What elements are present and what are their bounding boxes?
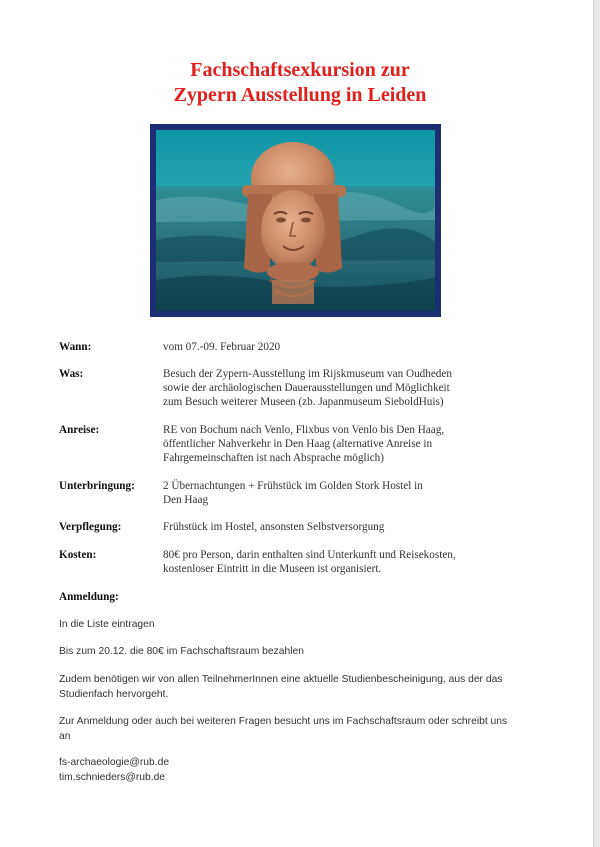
- terracotta-head-photo: [156, 130, 435, 311]
- detail-value: [163, 340, 543, 354]
- title-line-1: Fachschaftsexkursion zur: [190, 59, 410, 81]
- email-link-2[interactable]: tim.schnieders@rub.de: [59, 772, 166, 783]
- detail-line: sowie der archäologischen Dauerausstellungen und Möglichkeit: [163, 382, 450, 394]
- detail-line: Fahrgemeinschaften ist nach Absprache möglich): [163, 452, 384, 464]
- detail-line: kostenloser Eintritt in die Museen ist organisiert.: [163, 563, 382, 575]
- contact-emails: [59, 755, 545, 785]
- detail-label: Wann:: [59, 341, 92, 353]
- registration-contact-line: Zur Anmeldung oder auch bei weiteren Fragen besucht uns im Fachschaftsraum oder schreibt uns: [59, 716, 508, 727]
- detail-line: Den Haag: [163, 494, 209, 506]
- registration-step-1-text: In die Liste eintragen: [59, 619, 155, 630]
- detail-label: Unterbringung:: [59, 480, 135, 492]
- detail-line: 80€ pro Person, darin enthalten sind Unterkunft und Reisekosten,: [163, 549, 456, 561]
- detail-line: 2 Übernachtungen + Frühstück im Golden Stork Hostel in: [163, 480, 423, 492]
- detail-value: [163, 548, 543, 576]
- detail-line: Besuch der Zypern-Ausstellung im Rijskmuseum van Oudheden: [163, 368, 452, 380]
- detail-value: [163, 479, 543, 507]
- detail-line: Frühstück im Hostel, ansonsten Selbstversorgung: [163, 521, 385, 533]
- detail-label: Kosten:: [59, 549, 97, 561]
- detail-line: RE von Bochum nach Venlo, Flixbus von Venlo bis Den Haag,: [163, 424, 445, 436]
- detail-label: Verpflegung:: [59, 521, 122, 533]
- detail-label: Was:: [59, 368, 84, 380]
- registration-contact-line: an: [59, 731, 71, 742]
- registration-step-2-text: Bis zum 20.12. die 80€ im Fachschaftsraum bezahlen: [59, 646, 304, 657]
- registration-contact: [59, 714, 545, 744]
- detail-value: [163, 423, 543, 465]
- page-edge: [593, 0, 600, 847]
- registration-note-line: Zudem benötigen wir von allen TeilnehmerInnen eine aktuelle Studienbescheinigung, aus der das: [59, 674, 503, 685]
- registration-note-line: Studienfach hervorgeht.: [59, 689, 169, 700]
- email-link-1[interactable]: fs-archaeologie@rub.de: [59, 757, 170, 768]
- detail-line: zum Besuch weiterer Museen (zb. Japanmuseum SieboldHuis): [163, 396, 444, 408]
- detail-value: [163, 520, 543, 534]
- page-title: [0, 58, 600, 108]
- registration-step-2: [59, 644, 545, 659]
- detail-line: vom 07.-09. Februar 2020: [163, 341, 281, 353]
- registration-step-1: [59, 617, 545, 632]
- registration-note: [59, 672, 545, 702]
- detail-value: [163, 367, 543, 409]
- registration-heading: Anmeldung:: [59, 591, 119, 603]
- detail-label: Anreise:: [59, 424, 100, 436]
- detail-line: öffentlicher Nahverkehr in Den Haag (alternative Anreise in: [163, 438, 433, 450]
- hero-image-frame: [150, 124, 441, 317]
- title-line-2: Zypern Ausstellung in Leiden: [173, 84, 427, 106]
